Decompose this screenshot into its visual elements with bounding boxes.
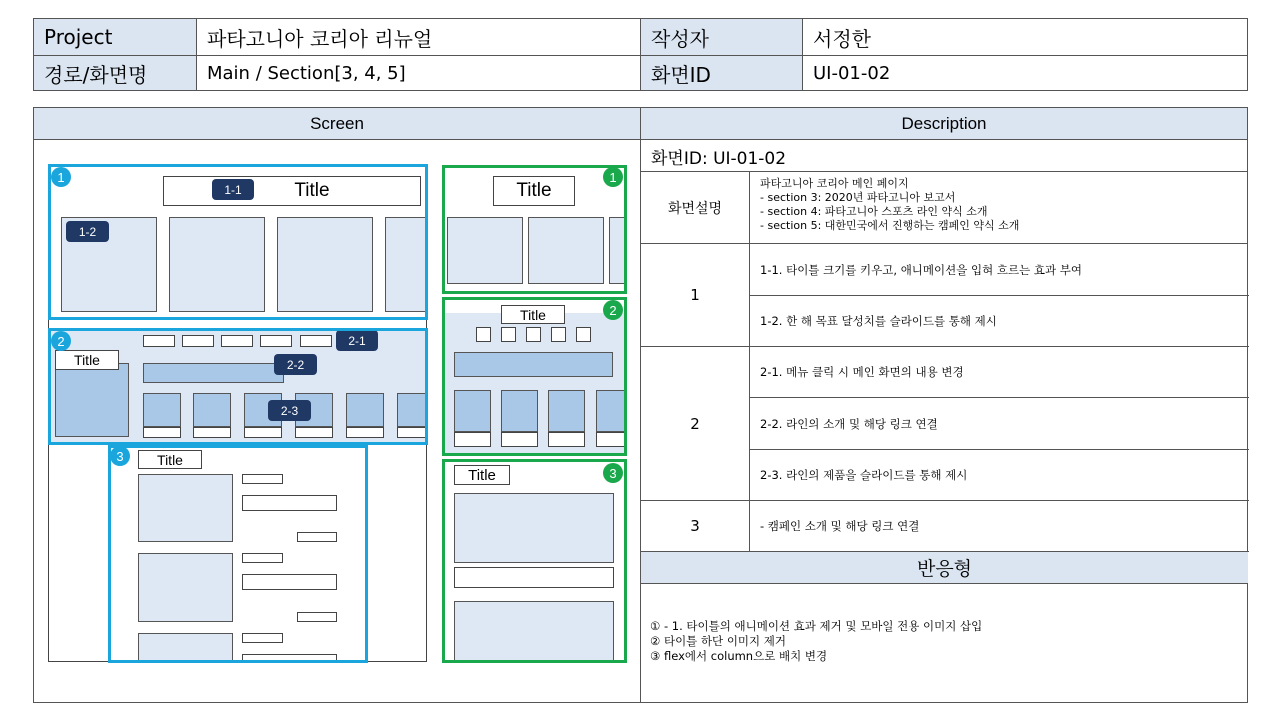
- row-2-item: 2-3. 라인의 제품을 슬라이드를 통해 제시: [750, 450, 1249, 501]
- responsive-header: 반응형: [641, 552, 1248, 584]
- row-2-number: 2: [641, 347, 749, 501]
- author-value: 서정한: [802, 18, 1248, 56]
- project-label: Project: [33, 18, 197, 56]
- screen-header: Screen: [33, 107, 641, 140]
- overview-line: - section 4: 파타고니아 스포츠 라인 약식 소개: [760, 205, 988, 218]
- marker-1-desktop: 1: [51, 167, 71, 187]
- marker-2-mobile: 2: [603, 300, 623, 320]
- desktop-s1-title: Title: [163, 176, 421, 206]
- responsive-line: ① - 1. 타이틀의 애니메이션 효과 제거 및 모바일 전용 이미지 삽입: [650, 619, 983, 633]
- overview-line: - section 5: 대한민국에서 진행하는 캠페인 약식 소개: [760, 219, 1020, 232]
- marker-1-mobile: 1: [603, 167, 623, 187]
- marker-2-desktop: 2: [51, 331, 71, 351]
- mobile-s2-title: Title: [501, 305, 565, 324]
- row-2-items: [749, 347, 1248, 501]
- row-1-number: 1: [641, 244, 749, 347]
- screen-id-value: UI-01-02: [802, 55, 1248, 91]
- path-value: Main / Section[3, 4, 5]: [196, 55, 641, 91]
- tag-2-1: 2-1: [336, 330, 378, 351]
- mobile-section-1-highlight: [442, 165, 627, 294]
- responsive-line: ③ flex에서 column으로 배치 변경: [650, 649, 828, 663]
- tag-1-1: 1-1: [212, 179, 254, 200]
- row-2-item: 2-2. 라인의 소개 및 해당 링크 연결: [750, 398, 1249, 450]
- desktop-section-3-highlight: [108, 445, 368, 663]
- row-1-items: [749, 244, 1248, 347]
- row-2-item: 2-1. 메뉴 클릭 시 메인 화면의 내용 변경: [750, 347, 1249, 398]
- responsive-line: ② 타이틀 하단 이미지 제거: [650, 634, 787, 648]
- mobile-s3-title: Title: [454, 465, 510, 485]
- row-3-item: - 캠페인 소개 및 해당 링크 연결: [750, 501, 1249, 552]
- mobile-s1-title: Title: [493, 176, 575, 206]
- row-1-item: 1-1. 타이틀 크기를 키우고, 애니메이션을 입혀 흐르는 효과 부여: [750, 244, 1249, 296]
- project-value: 파타고니아 코리아 리뉴얼: [196, 18, 641, 56]
- row-1-item: 1-2. 한 해 목표 달성치를 슬라이드를 통해 제시: [750, 296, 1249, 347]
- overview-text: [749, 172, 1248, 244]
- row-3-number: 3: [641, 501, 749, 552]
- path-label: 경로/화면명: [33, 55, 197, 91]
- desktop-section-2-highlight: [48, 328, 428, 445]
- desktop-s3-title: Title: [138, 450, 202, 469]
- author-label: 작성자: [640, 18, 803, 56]
- responsive-notes: [650, 619, 1240, 664]
- overview-label: 화면설명: [641, 172, 749, 244]
- screen-id-label: 화면ID: [640, 55, 803, 91]
- desktop-section-1-highlight: [48, 164, 428, 320]
- row-3-items: [749, 501, 1248, 552]
- tag-2-2: 2-2: [274, 354, 317, 375]
- desktop-s2-title: Title: [55, 350, 119, 370]
- overview-line: 파타고니아 코리아 메인 페이지: [760, 177, 909, 190]
- description-screen-id: 화면ID: UI-01-02: [641, 141, 1248, 172]
- mobile-section-2-highlight: [442, 297, 627, 456]
- marker-3-mobile: 3: [603, 463, 623, 483]
- overview-line: - section 3: 2020년 파타고니아 보고서: [760, 191, 956, 204]
- tag-1-2: 1-2: [66, 221, 109, 242]
- description-header: Description: [640, 107, 1248, 140]
- marker-3-desktop: 3: [110, 446, 130, 466]
- tag-2-3: 2-3: [268, 400, 311, 421]
- mobile-section-3-highlight: [442, 459, 627, 663]
